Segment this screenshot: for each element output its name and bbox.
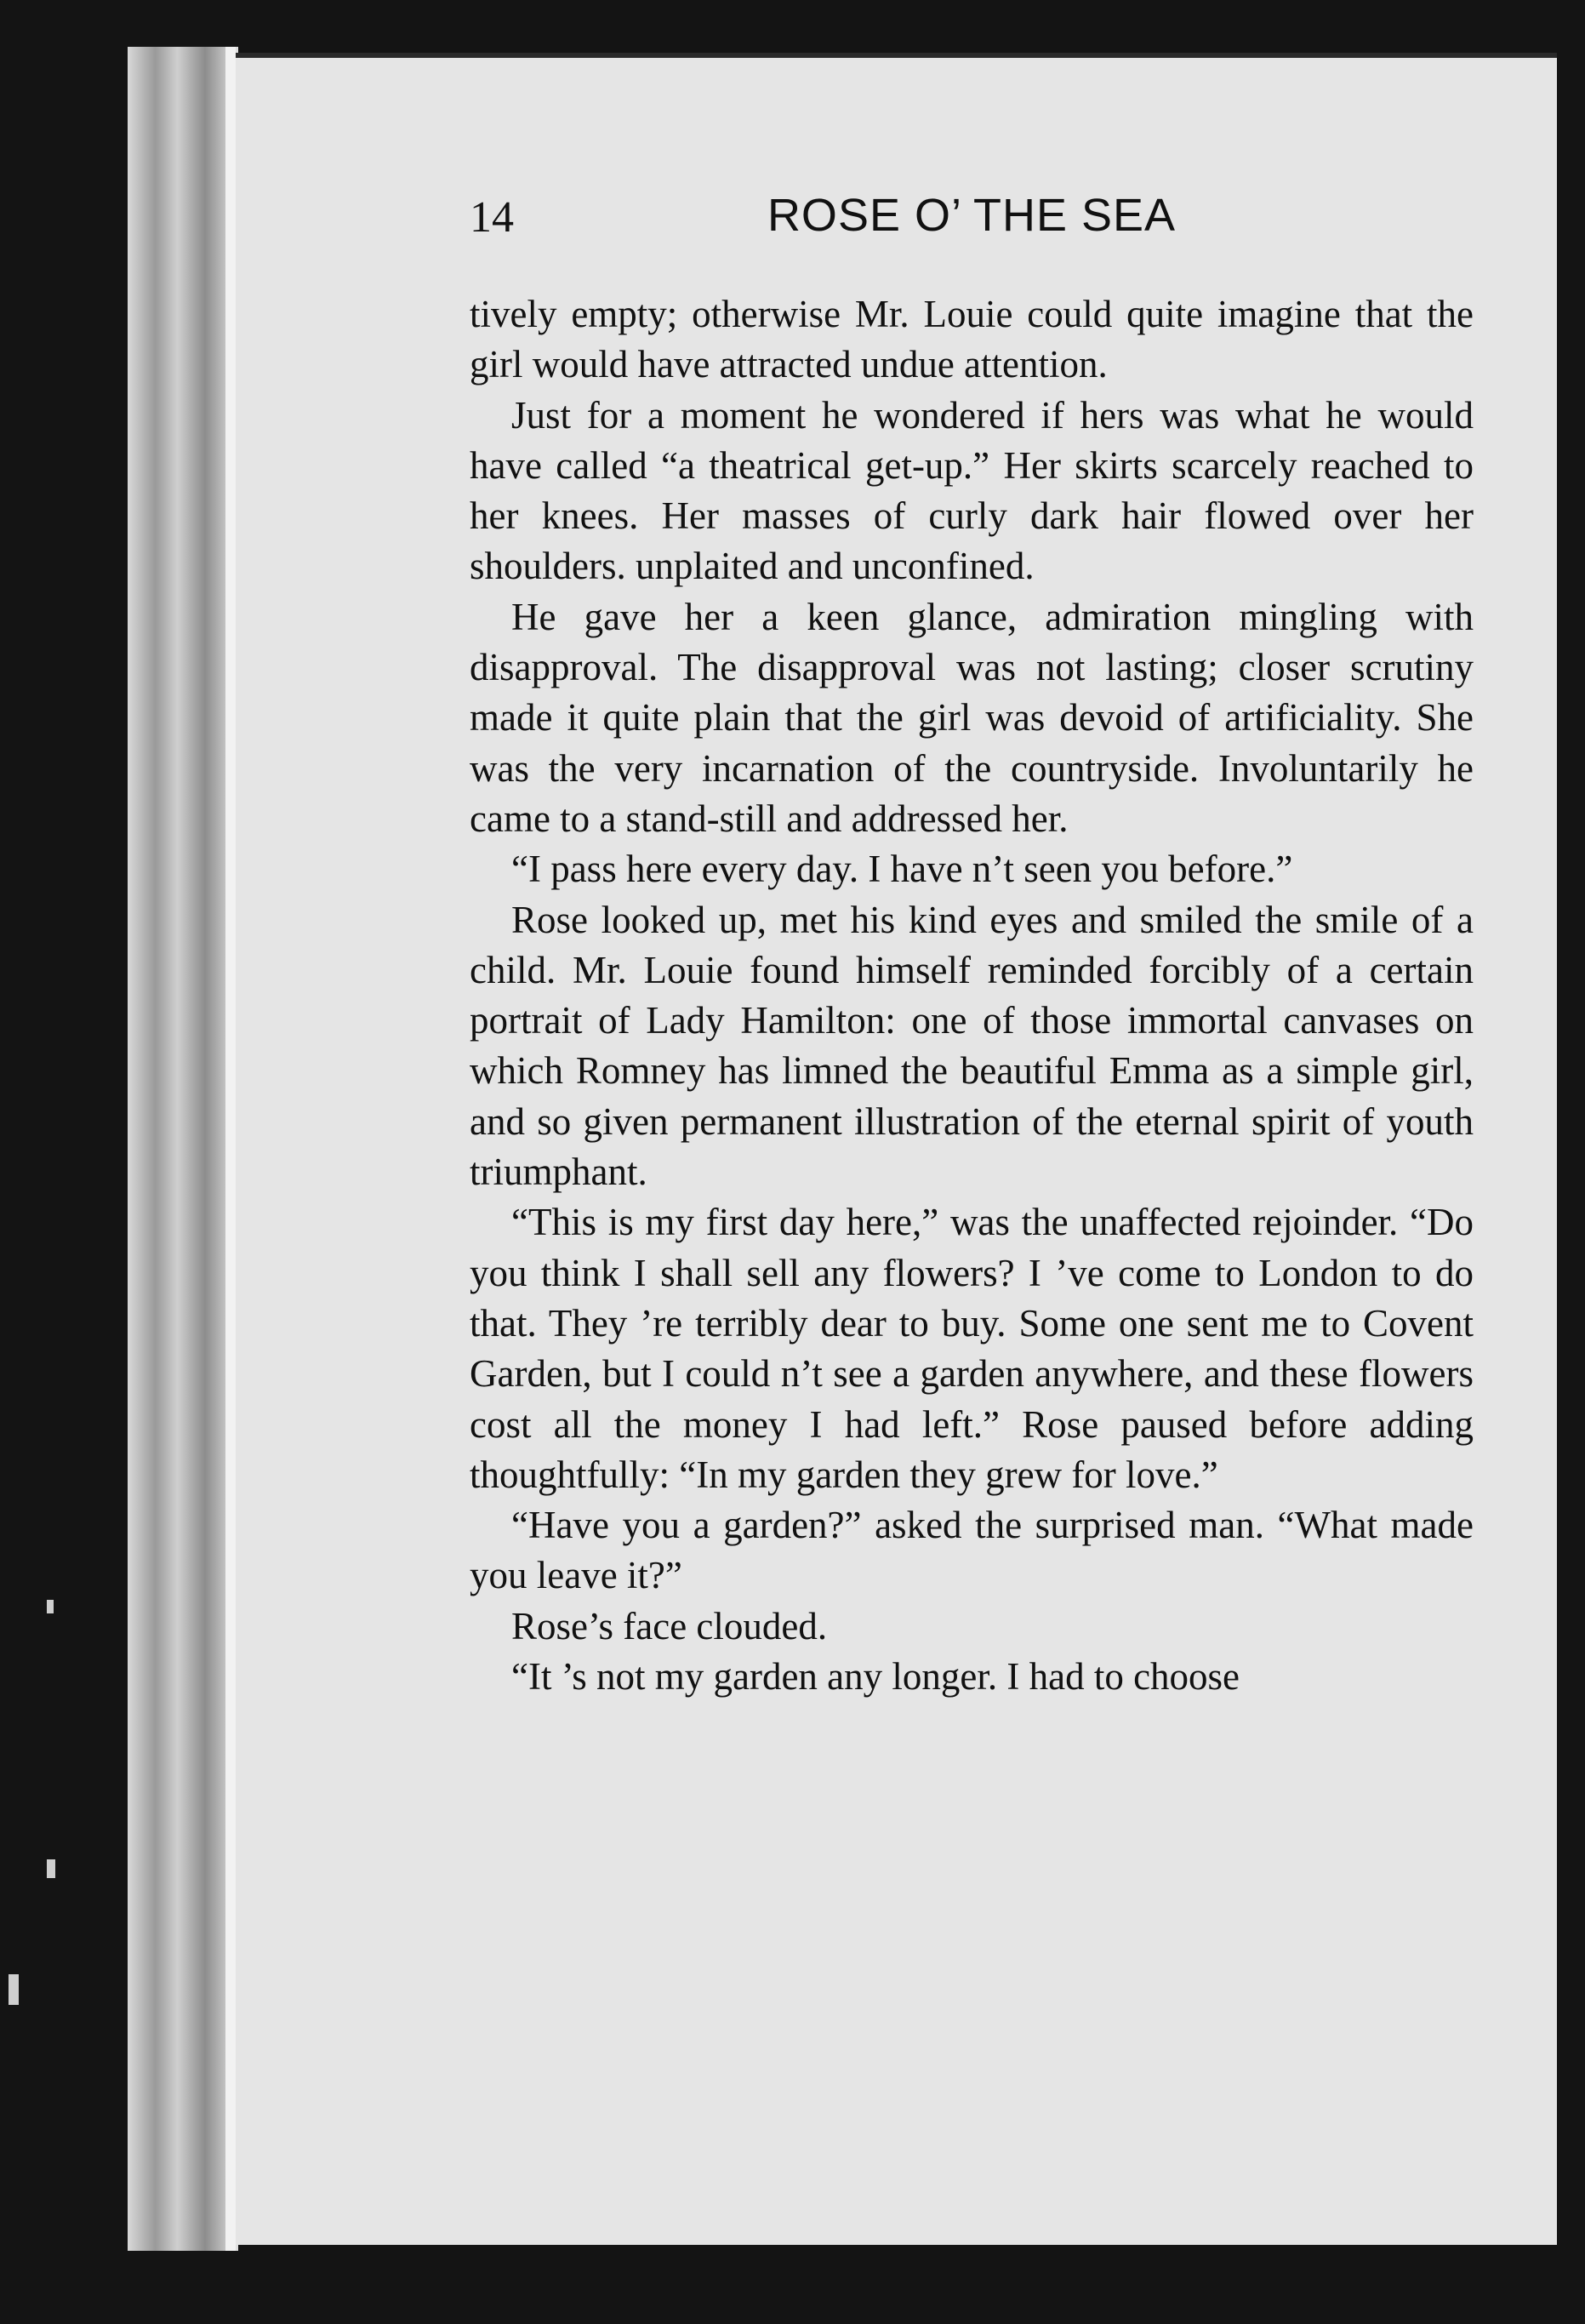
paragraph: “It ’s not my garden any longer. I had to choose — [511, 1655, 1240, 1699]
paragraph: “This is my first day here,” was the unaffected rejoinder. “Do you think I shall sell any flowers? I ’ve come to London to do that. They ’re terribly dear to buy. Some one sent me to Covent Garden, but I could n’t see a garden anywhere, and these flowers cost all the money I had left.” Rose paused before adding thoughtfully: “In my garden they grew for love.” — [470, 1201, 1474, 1496]
scan-speck — [9, 1974, 19, 2005]
paragraph: “I pass here every day. I have n’t seen you before.” — [511, 848, 1293, 891]
book-spine — [128, 47, 238, 2251]
paragraph: “Have you a garden?” asked the surprised man. “What made you leave it?” — [470, 1504, 1474, 1597]
paragraph: He gave her a keen glance, admiration mingling with disapproval. The disapproval was not lasting; closer scrutiny made it quite plain that the girl was devoid of artificiality. She was the very incarnation of the countryside. Involuntarily he came to a stand-still and addressed her. — [470, 595, 1474, 840]
spine-edge — [225, 47, 236, 2251]
paragraph: Rose’s face clouded. — [511, 1604, 828, 1647]
scan-speck — [47, 1859, 55, 1878]
paragraph: Rose looked up, met his kind eyes and smiled the smile of a child. Mr. Louie found himself reminded forcibly of a certain portrait of Lady Hamilton: one of those immortal canvases on which Romney has limned the beautiful Emma as a simple girl, and so given permanent illustration of the eternal spirit of youth triumphant. — [470, 898, 1474, 1194]
scan-speck — [47, 1600, 54, 1613]
paragraph: tively empty; otherwise Mr. Louie could quite imagine that the girl would have attracted undue attention. — [470, 293, 1474, 386]
running-head — [470, 189, 1474, 257]
paragraph: Just for a moment he wondered if hers was what he would have called “a theatrical get-up.” Her skirts scarcely reached to her knees. Her masses of curly dark hair flowed over her shoulders. unplaited and unconfined. — [470, 393, 1474, 588]
body-text — [470, 289, 1474, 1702]
running-title: ROSE O’ THE SEA — [767, 190, 1177, 241]
page-number: 14 — [470, 193, 514, 242]
